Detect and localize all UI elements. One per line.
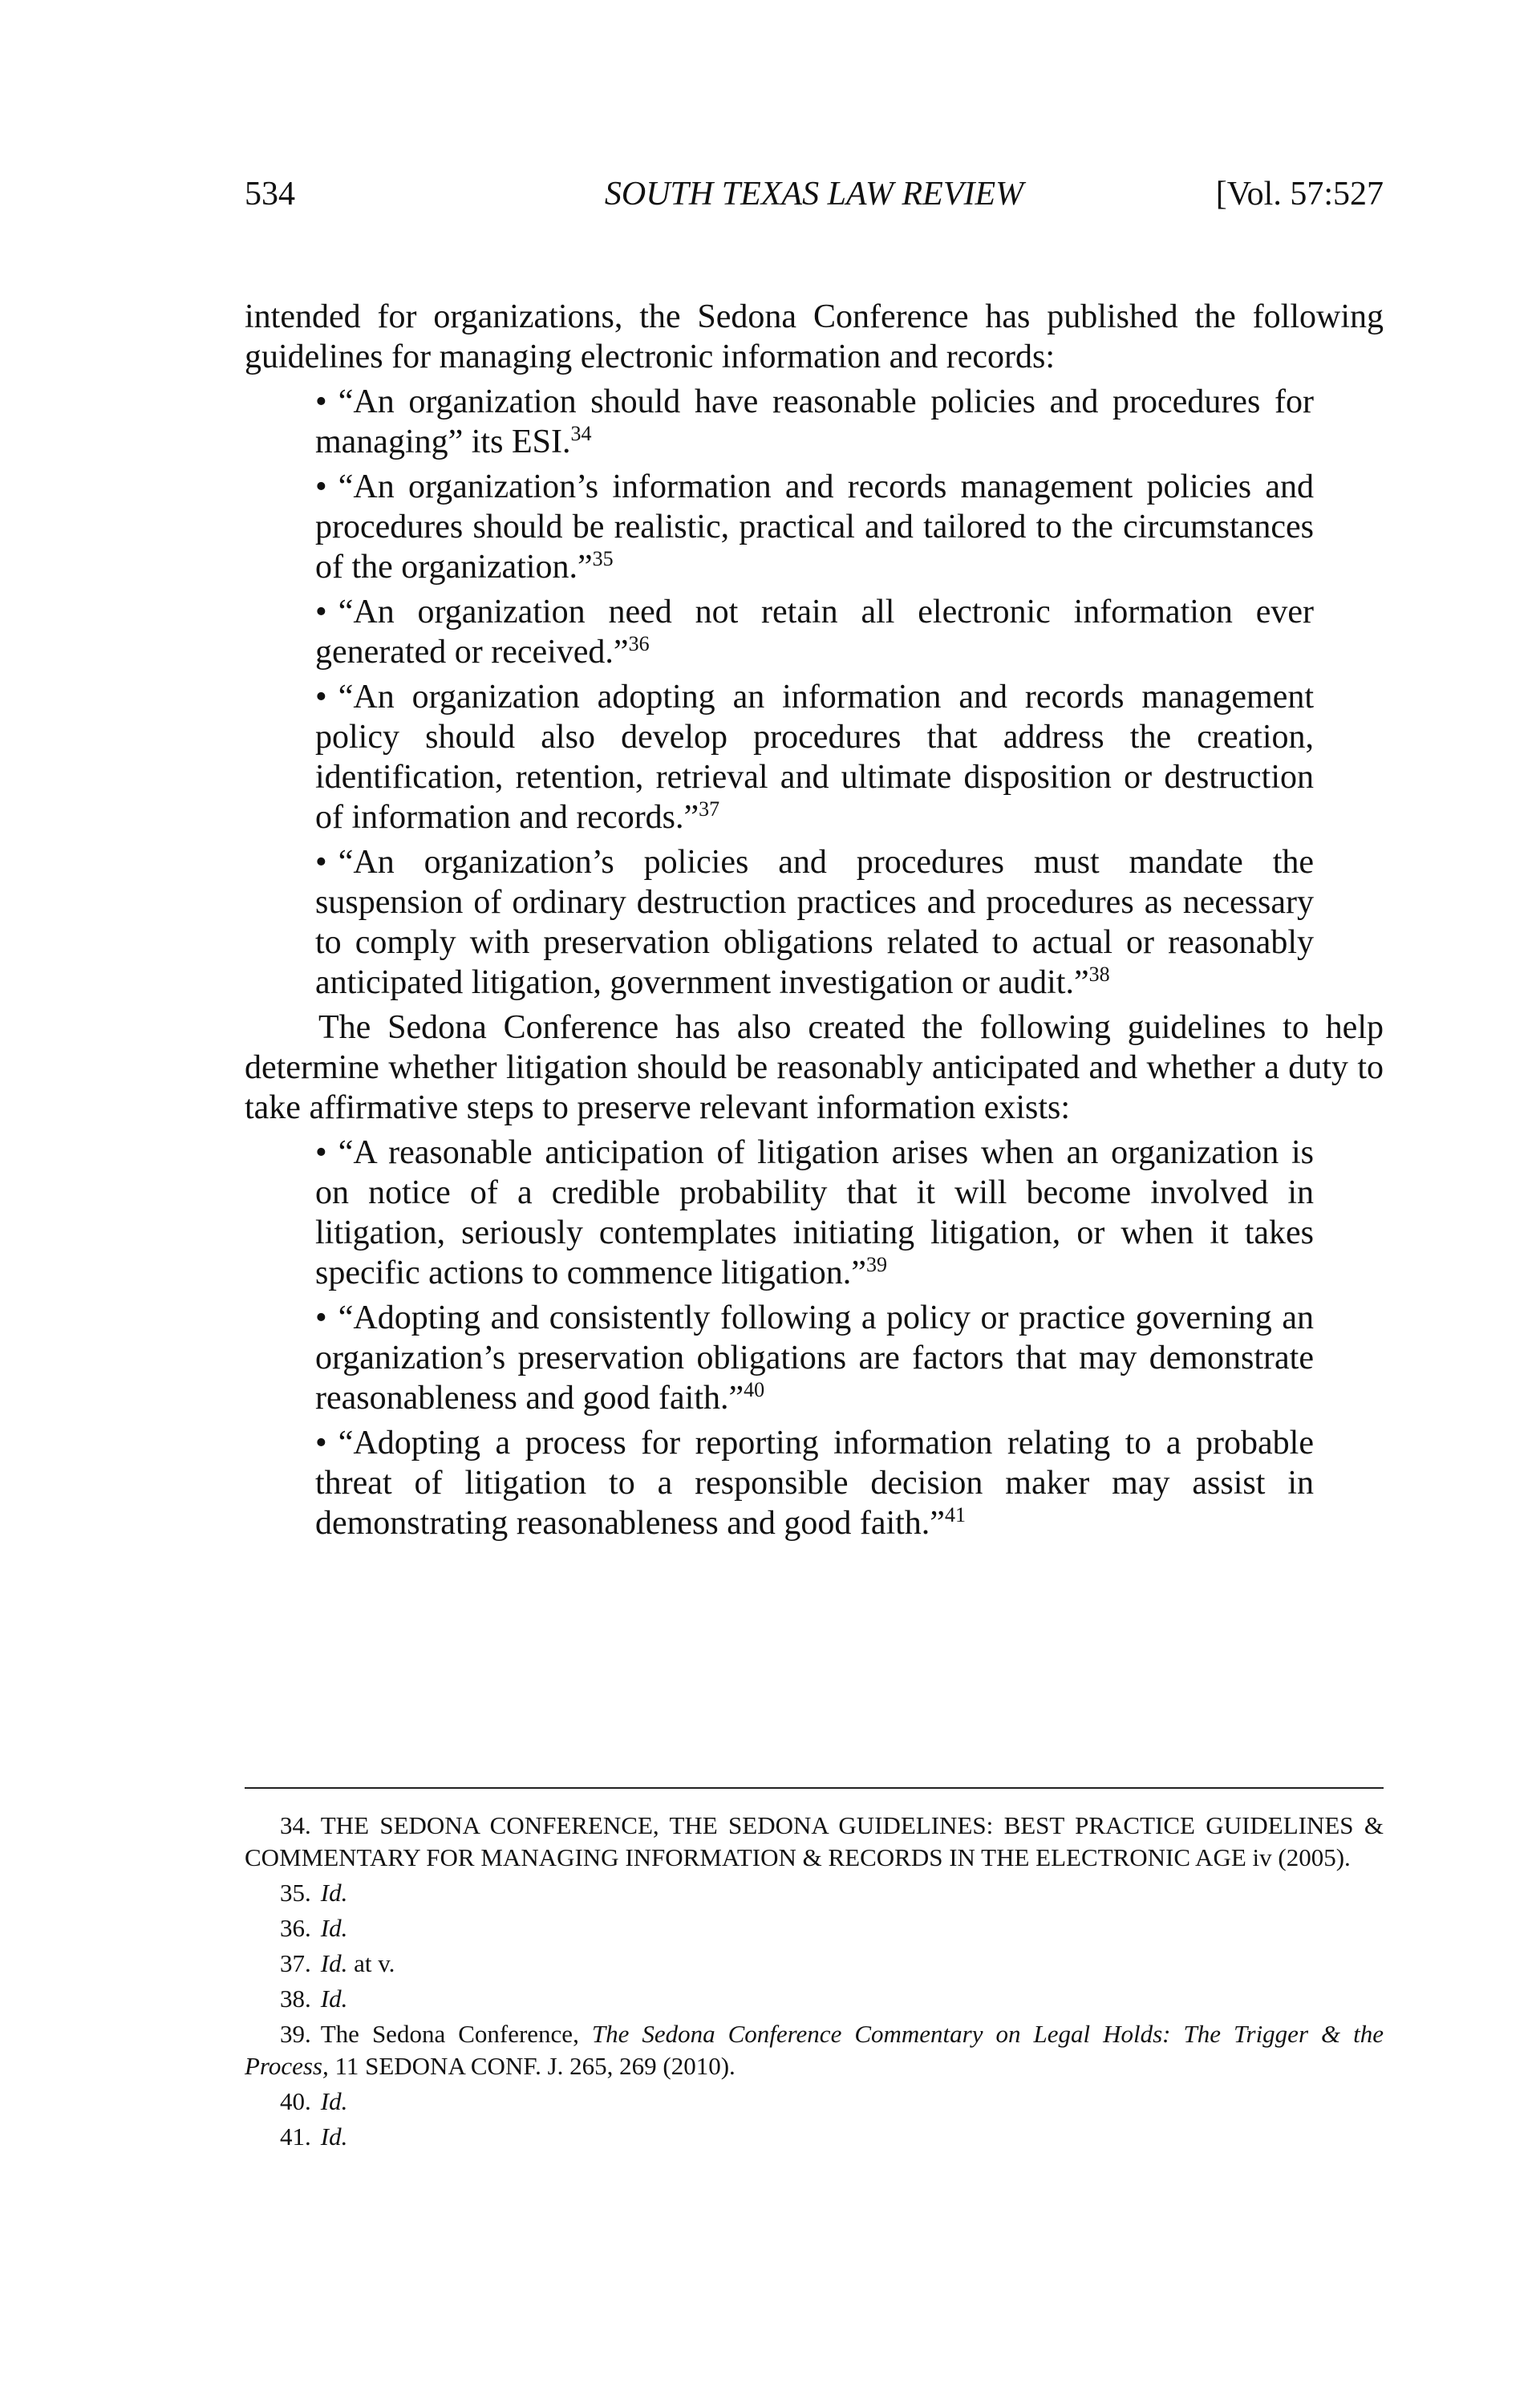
footnote-ref[interactable]: 34 — [570, 422, 592, 445]
footnote-author: The Sedona Conference, — [320, 2020, 579, 2048]
bullet-marker: • — [315, 594, 327, 630]
footnote-36 — [245, 1912, 1384, 1944]
guideline-bullet — [315, 467, 1314, 587]
guideline-bullet — [315, 677, 1314, 837]
bullet-marker: • — [315, 679, 327, 716]
footnote-journal: SEDONA CONF. J. — [365, 2052, 564, 2080]
guideline-text: “An organization’s policies and procedures must mandate the suspension of ordinary destruction practices and procedures as necessary to comply with preservation obligations related to actual or reasonably anticipated litigation, government investigation or audit.” — [315, 844, 1314, 1001]
footnote-number: 36. — [280, 1914, 311, 1942]
footnote-35 — [245, 1877, 1384, 1909]
guideline-bullet — [315, 1423, 1314, 1543]
footnote-40 — [245, 2086, 1384, 2118]
footnote-pinpoint: at v. — [354, 1949, 395, 1977]
guideline-bullet — [315, 1133, 1314, 1293]
footnote-41 — [245, 2121, 1384, 2153]
footnote-citation: Id. — [320, 1985, 348, 2013]
guideline-text: “An organization adopting an information and records management policy should also develop procedures that address the creation, identification, retention, retrieval and ultimate disposition or destruction of information and records.” — [315, 679, 1314, 836]
footnote-38 — [245, 1983, 1384, 2015]
footnote-number: 34. — [280, 1811, 311, 1839]
guideline-text: “Adopting a process for reporting information relating to a probable threat of litigation to a responsible decision maker may assist in demonstrating reasonableness and good faith.” — [315, 1425, 1314, 1542]
guideline-text: “Adopting and consistently following a policy or practice governing an organization’s preservation obligations are factors that may demonstrate reasonableness and good faith.” — [315, 1299, 1314, 1417]
footnote-citation: Id. — [320, 2122, 348, 2151]
guideline-bullet — [315, 592, 1314, 672]
footnote-pinpoint: iv (2005). — [1252, 1843, 1351, 1871]
guideline-text: “An organization need not retain all electronic information ever generated or received.” — [315, 594, 1314, 671]
footnote-number: 39. — [280, 2020, 311, 2048]
footnote-citation: Id. — [320, 2087, 348, 2115]
footnote-34 — [245, 1810, 1384, 1874]
footnote-ref[interactable]: 41 — [944, 1503, 966, 1526]
footnote-article-title: The Sedona Conference Commentary on Legal Holds: The Trigger & the Process, — [245, 2020, 1384, 2080]
footnote-number: 37. — [280, 1949, 311, 1977]
journal-title: SOUTH TEXAS LAW REVIEW — [604, 176, 1024, 213]
guideline-bullet — [315, 842, 1314, 1003]
bullet-marker: • — [315, 844, 327, 881]
bullet-marker: • — [315, 1299, 327, 1336]
bullet-marker: • — [315, 383, 327, 420]
footnote-ref[interactable]: 39 — [865, 1253, 887, 1276]
intro-paragraph: intended for organizations, the Sedona Conference has published the following guidelines for managing electronic information and records: — [245, 298, 1384, 375]
guideline-text: “An organization’s information and records management policies and procedures should be realistic, practical and tailored to the circumstances of the organization.” — [315, 468, 1314, 586]
guideline-text: “An organization should have reasonable policies and procedures for managing” its ESI. — [315, 383, 1314, 460]
footnote-ref[interactable]: 38 — [1088, 963, 1110, 986]
footnote-citation: Id. — [320, 1949, 348, 1977]
second-paragraph: The Sedona Conference has also created the following guidelines to help determine whether litigation should be reasonably anticipated and whether a duty to take affirmative steps to preserve relevant information exists: — [245, 1009, 1384, 1126]
footnote-citation: Id. — [320, 1879, 348, 1907]
footnote-ref[interactable]: 36 — [628, 632, 650, 655]
footnote-citation: THE SEDONA CONFERENCE, THE SEDONA GUIDELINES: BEST PRACTICE GUIDELINES & COMMENTARY FOR MANAGING INFORMATION & RECORDS IN THE ELECTRONIC AGE — [245, 1811, 1384, 1871]
guideline-bullet — [315, 1298, 1314, 1418]
bullet-marker: • — [315, 1425, 327, 1462]
page-number: 534 — [245, 176, 295, 213]
footnote-number: 35. — [280, 1879, 311, 1907]
volume-citation: [Vol. 57:527 — [1215, 176, 1384, 213]
footnote-ref[interactable]: 37 — [699, 797, 720, 821]
footnote-number: 38. — [280, 1985, 311, 2013]
footnote-pages: 265, 269 (2010). — [569, 2052, 736, 2080]
footnote-37 — [245, 1948, 1384, 1980]
footnote-divider — [245, 1787, 1384, 1789]
bullet-marker: • — [315, 468, 327, 505]
guideline-bullet — [315, 382, 1314, 462]
footnote-number: 40. — [280, 2087, 311, 2115]
footnote-number: 41. — [280, 2122, 311, 2151]
main-text — [245, 297, 1384, 1543]
footnote-ref[interactable]: 35 — [592, 547, 614, 570]
footnote-volume: 11 — [334, 2052, 359, 2080]
footnote-citation: Id. — [320, 1914, 348, 1942]
footnotes-section — [245, 1787, 1384, 2156]
running-header — [245, 175, 1384, 223]
bullet-marker: • — [315, 1134, 327, 1171]
footnote-39 — [245, 2018, 1384, 2082]
guideline-text: “A reasonable anticipation of litigation arises when an organization is on notice of a credible probability that it will become involved in litigation, seriously contemplates initiating litigation, or when it takes specific actions to commence litigation.” — [315, 1134, 1314, 1291]
footnote-ref[interactable]: 40 — [744, 1378, 765, 1401]
